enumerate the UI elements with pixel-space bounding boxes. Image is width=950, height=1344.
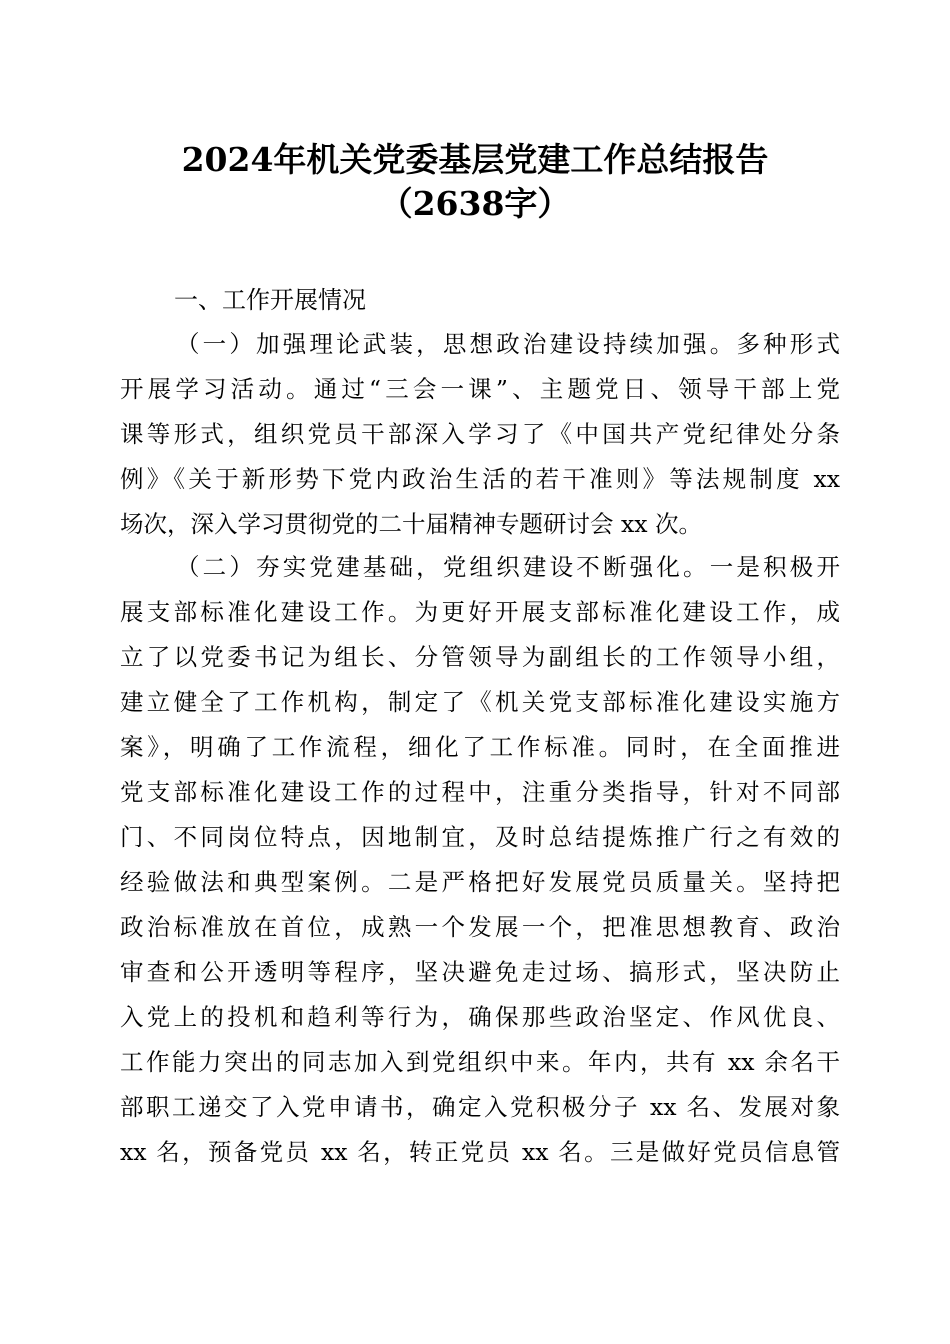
paragraph-line: 政治标准放在首位，成熟一个发展一个，把准思想教育、政治 [120, 913, 840, 941]
paragraph-line: 展支部标准化建设工作。为更好开展支部标准化建设工作，成 [120, 598, 840, 626]
paragraph-line: （一）加强理论武装，思想政治建设持续加强。多种形式 [176, 330, 840, 358]
paragraph-line: 建立健全了工作机构，制定了《机关党支部标准化建设实施方 [120, 688, 840, 716]
paragraph-line: 入党上的投机和趋利等行为，确保那些政治坚定、作风优良、 [120, 1003, 840, 1031]
paragraph-line: （二）夯实党建基础，党组织建设不断强化。一是积极开 [176, 553, 840, 581]
paragraph-theory-study [120, 322, 840, 547]
paragraph-party-building [120, 545, 840, 1175]
paragraph-line: 课等形式，组织党员干部深入学习了《中国共产党纪律处分条 [120, 420, 840, 448]
paragraph-line: 部职工递交了入党申请书，确定入党积极分子 xx 名、发展对象 [120, 1093, 840, 1121]
document-title: 2024年机关党委基层党建工作总结报告 [181, 140, 769, 179]
paragraph-line: 党支部标准化建设工作的过程中，注重分类指导，针对不同部 [120, 778, 840, 806]
paragraph-line: 场次，深入学习贯彻党的二十届精神专题研讨会 xx 次。 [120, 510, 702, 538]
section-heading-work-progress: 一、工作开展情况 [174, 286, 366, 314]
paragraph-line: 审查和公开透明等程序，坚决避免走过场、搞形式，坚决防止 [120, 958, 840, 986]
paragraph-line: 经验做法和典型案例。二是严格把好发展党员质量关。坚持把 [120, 868, 840, 896]
paragraph-line: 立了以党委书记为组长、分管领导为副组长的工作领导小组， [120, 643, 840, 671]
paragraph-line: 开展学习活动。通过“三会一课”、主题党日、领导干部上党 [120, 375, 840, 403]
paragraph-line: xx 名，预备党员 xx 名，转正党员 xx 名。三是做好党员信息管 [120, 1138, 840, 1166]
paragraph-line: 门、不同岗位特点，因地制宜，及时总结提炼推广行之有效的 [120, 823, 840, 851]
paragraph-line: 案》，明确了工作流程，细化了工作标准。同时，在全面推进 [120, 733, 840, 761]
document-subtitle-word-count: （2638字） [379, 184, 571, 223]
paragraph-line: 例》《关于新形势下党内政治生活的若干准则》等法规制度 xx [120, 465, 840, 493]
paragraph-line: 工作能力突出的同志加入到党组织中来。年内，共有 xx 余名干 [120, 1048, 840, 1076]
